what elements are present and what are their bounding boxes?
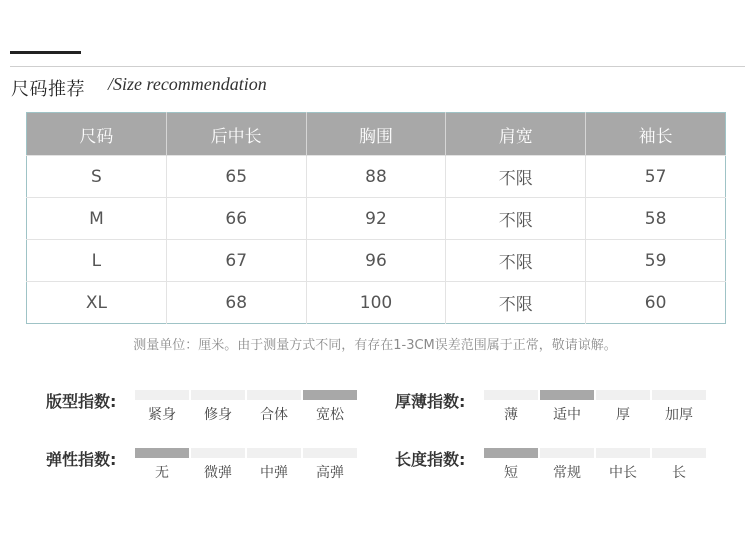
- fit-index-label: 版型指数:: [46, 392, 117, 411]
- column-header: 袖长: [586, 113, 726, 156]
- scale-segment: [652, 448, 706, 458]
- section-title: 尺码推荐: [11, 79, 85, 100]
- table-row: [27, 240, 726, 282]
- scale-option-label: 加厚: [665, 407, 693, 423]
- length-index-label: 长度指数:: [395, 450, 466, 469]
- table-cell: 不限: [446, 240, 586, 282]
- table-cell: 不限: [446, 282, 586, 324]
- scale-option-label: 中长: [609, 465, 637, 481]
- table-cell: 65: [166, 156, 306, 198]
- scale-option-label: 厚: [616, 407, 630, 423]
- section-subtitle: /Size recommendation: [108, 74, 267, 94]
- scale-segment: [191, 448, 245, 458]
- scale-segment-selected: [484, 448, 538, 458]
- scale-segment: [191, 390, 245, 400]
- scale-option-label: 合体: [260, 407, 288, 423]
- scale-option-label: 修身: [204, 407, 232, 423]
- measurement-note: 测量单位：厘米。由于测量方式不同，有存在1-3CM误差范围属于正常，敬请谅解。: [133, 338, 617, 353]
- scale-segment-selected: [303, 390, 357, 400]
- header-divider: [10, 66, 745, 67]
- scale-segment: [652, 390, 706, 400]
- table-row: [27, 198, 726, 240]
- scale-segment-selected: [540, 390, 594, 400]
- scale-segment: [135, 390, 189, 400]
- table-cell: 68: [166, 282, 306, 324]
- table-cell: XL: [27, 282, 167, 324]
- header-accent-line: [10, 51, 81, 54]
- scale-segment: [247, 448, 301, 458]
- column-header: 肩宽: [446, 113, 586, 156]
- scale-option-label: 宽松: [316, 407, 344, 423]
- table-cell: 不限: [446, 198, 586, 240]
- table-row: [27, 156, 726, 198]
- table-cell: S: [27, 156, 167, 198]
- table-cell: 67: [166, 240, 306, 282]
- scale-segment: [484, 390, 538, 400]
- table-cell: 66: [166, 198, 306, 240]
- table-cell: M: [27, 198, 167, 240]
- table-header-row: [27, 113, 726, 156]
- elasticity-index-scale: [135, 448, 359, 488]
- table-cell: 58: [586, 198, 726, 240]
- table-cell: L: [27, 240, 167, 282]
- scale-segment: [303, 448, 357, 458]
- scale-option-label: 薄: [504, 407, 518, 423]
- table-cell: 不限: [446, 156, 586, 198]
- fit-index-scale: [135, 390, 359, 430]
- table-cell: 96: [306, 240, 446, 282]
- table-row: [27, 282, 726, 324]
- scale-option-label: 适中: [553, 407, 581, 423]
- elasticity-index-label: 弹性指数:: [46, 450, 117, 469]
- scale-segment: [596, 448, 650, 458]
- table-cell: 59: [586, 240, 726, 282]
- scale-segment-selected: [135, 448, 189, 458]
- thickness-index-label: 厚薄指数:: [395, 392, 466, 411]
- thickness-index-scale: [484, 390, 708, 430]
- scale-option-label: 紧身: [148, 407, 176, 423]
- scale-segment: [247, 390, 301, 400]
- scale-option-label: 长: [672, 465, 686, 481]
- column-header: 胸围: [306, 113, 446, 156]
- size-table: [26, 112, 726, 324]
- scale-segment: [540, 448, 594, 458]
- scale-option-label: 无: [155, 465, 169, 481]
- scale-option-label: 常规: [553, 465, 581, 481]
- length-index-scale: [484, 448, 708, 488]
- scale-option-label: 高弹: [316, 465, 344, 481]
- table-cell: 60: [586, 282, 726, 324]
- column-header: 尺码: [27, 113, 167, 156]
- table-cell: 92: [306, 198, 446, 240]
- scale-option-label: 中弹: [260, 465, 288, 481]
- table-cell: 100: [306, 282, 446, 324]
- scale-option-label: 微弹: [204, 465, 232, 481]
- column-header: 后中长: [166, 113, 306, 156]
- table-cell: 88: [306, 156, 446, 198]
- scale-option-label: 短: [504, 465, 518, 481]
- table-cell: 57: [586, 156, 726, 198]
- scale-segment: [596, 390, 650, 400]
